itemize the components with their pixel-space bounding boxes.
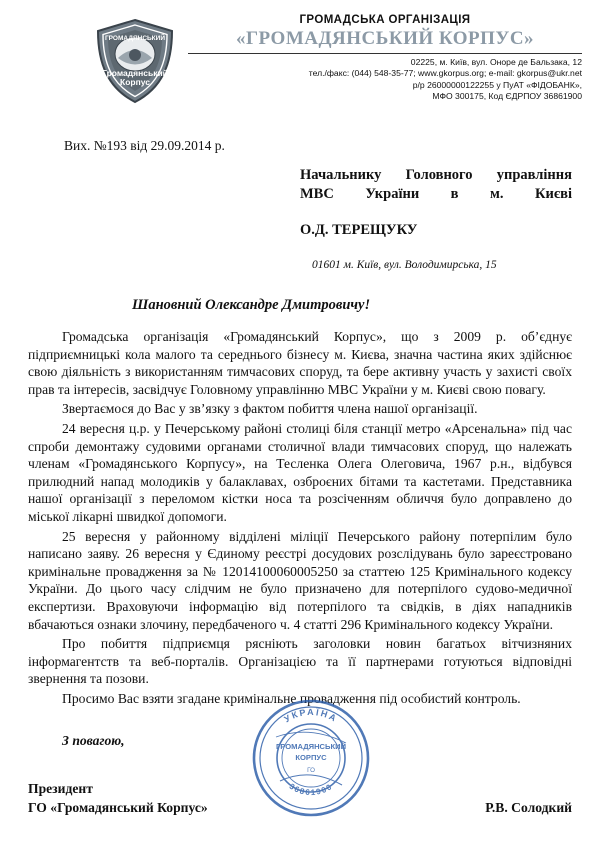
svg-text:Корпус: Корпус bbox=[120, 77, 150, 87]
signer-title: Президент bbox=[28, 781, 93, 797]
body-paragraph-5: Про побиття підприємця рясніють заголовки новин багатьох вітчизняних інформагентств та веб-порталів. Організацією та її партнерами готуються відповідні звернення та позови. bbox=[28, 636, 572, 687]
stamp-bottom-text: 36861900 bbox=[287, 782, 335, 798]
signature-rows bbox=[28, 779, 572, 817]
stamp-center-line-1: ГРОМАДЯНСЬКИЙ bbox=[275, 742, 347, 752]
svg-text:Громадянський: Громадянський bbox=[102, 68, 168, 78]
signer-organization: ГО «Громадянський Корпус» bbox=[28, 800, 208, 816]
regards-line: З повагою, bbox=[62, 733, 125, 749]
stamp-top-text: УКРАЇНА bbox=[282, 707, 340, 725]
addressee-block bbox=[300, 166, 572, 271]
addressee-address: 01601 м. Київ, вул. Володимирська, 15 bbox=[312, 259, 497, 271]
contact-bank: р/р 26000000122255 у ПуАТ «ФІДОБАНК», bbox=[412, 79, 582, 90]
stamp-center-line-2: КОРПУС bbox=[295, 753, 327, 763]
signature-block bbox=[28, 707, 572, 817]
body-paragraph-4: 25 вересня у районному відділені міліції Печерського району потерпілим було написано заяву. 26 вересня у Єдиному реєстрі досудових розслідувань було зареєстровано кримінальне провадження за № 12014100060005250 за статтею 125 Кримінального кодексу України. До цього часу слідчим не було призначено для потерпілого судово-медичної експертизи. Враховуючи інформацію від потерпілого та свідків, в діях нападників вбачаються ознаки злочину, передбаченого ч. 4 статті 296 Кримінального кодексу України. bbox=[28, 528, 572, 632]
document-content bbox=[0, 138, 600, 817]
organization-name: «ГРОМАДЯНСЬКИЙ КОРПУС» bbox=[235, 28, 535, 49]
organization-type: ГРОМАДСЬКА ОРГАНІЗАЦІЯ bbox=[299, 14, 471, 26]
letterhead bbox=[0, 0, 600, 118]
body-paragraph-1: Громадська організація «Громадянський Корпус», що з 2009 р. об’єднує підприємницькі кола малого та середнього бізнесу м. Києва, значна частина яких здійснює свою діяльність з використанням тимчасових споруд, та бере активну участь у захисті своїх прав та інтересів, засвідчує Головному управлінню МВС України у м. Києві свою повагу. bbox=[28, 329, 572, 397]
signer-name: Р.В. Солодкий bbox=[485, 800, 572, 816]
addressee-name: О.Д. ТЕРЕЩУКУ bbox=[300, 222, 418, 238]
letterhead-text bbox=[188, 14, 582, 103]
contact-address: 02225, м. Київ, вул. Оноре де Бальзака, 12 bbox=[410, 57, 582, 67]
body-paragraph-6: Просимо Вас взяти згадане кримінальне провадження під особистий контроль. bbox=[62, 690, 521, 706]
salutation: Шановний Олександре Дмитровичу! bbox=[132, 297, 371, 313]
contact-mfo: МФО 300175, Код ЄДРПОУ 36861900 bbox=[432, 91, 582, 102]
signature-row-1 bbox=[28, 779, 572, 798]
signature-row-2 bbox=[28, 798, 572, 817]
outgoing-number: Вих. №193 від 29.09.2014 р. bbox=[64, 138, 225, 153]
contact-phone-email: тел./факс: (044) 548-35-77; www.gkorpus.org; e-mail: gkorpus@ukr.net bbox=[308, 68, 582, 79]
letterhead-divider bbox=[188, 53, 582, 54]
body-paragraph-2: Звертаємося до Вас у зв’язку з фактом побиття члена нашої організації. bbox=[62, 401, 478, 417]
body-paragraph-3: 24 вересня ц.р. у Печерському районі столиці біля станції метро «Арсенальна» під час спроби демонтажу судовими органами столичної влади тимчасових споруд, що належать членам «Громадянського Корпусу», на Тесленка Олега Олеговича, 1967 р.н., відбувся прилюдний напад молодиків у балаклавах, озброєних бітами та кастетами. Представника нашої організації з переломом кістки носа та розсіченням обличчя було доправлено до міської лікарні швидкої допомоги. bbox=[28, 420, 572, 524]
organization-logo-icon bbox=[92, 18, 178, 104]
stamp-center-line-3: ГО bbox=[307, 767, 315, 775]
contact-block bbox=[188, 57, 582, 103]
svg-text:УКРАЇНА bbox=[282, 707, 339, 724]
addressee-line-2: МВС України в м. Києві bbox=[300, 186, 572, 202]
svg-text:ГРОМАДЯНСЬКИЙ: ГРОМАДЯНСЬКИЙ bbox=[104, 35, 166, 42]
addressee-line-1: Начальнику Головного управління bbox=[300, 167, 572, 183]
